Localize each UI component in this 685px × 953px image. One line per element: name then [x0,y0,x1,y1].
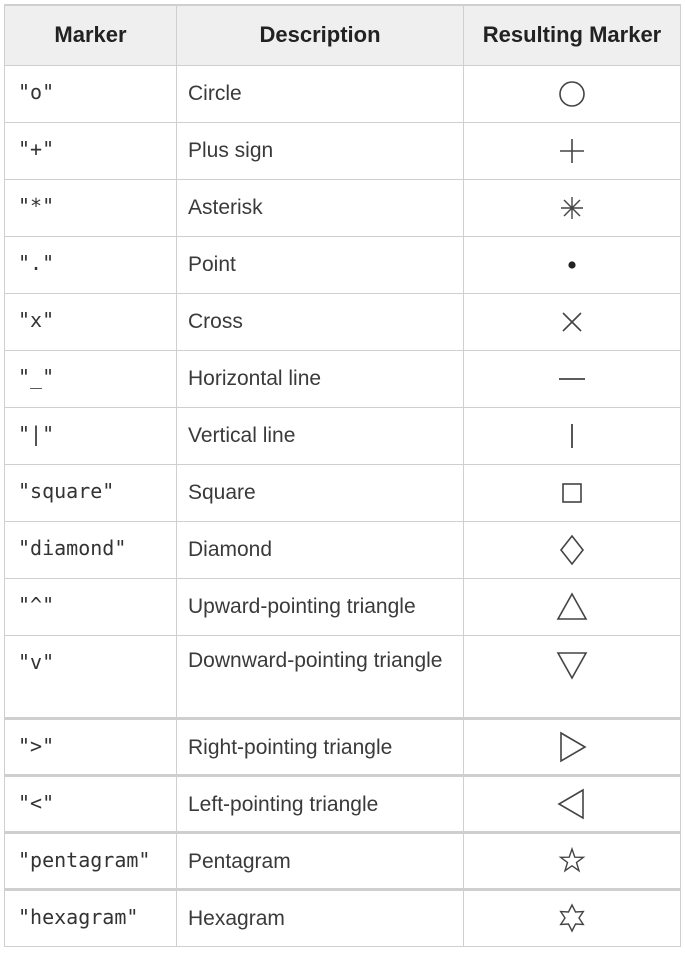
resulting-marker-cell [464,775,681,832]
marker-code: "." [5,236,177,293]
resulting-marker-cell [464,350,681,407]
table-row [5,179,681,236]
marker-description: Circle [177,65,464,122]
marker-description: Left-pointing triangle [177,775,464,832]
marker-description: Horizontal line [177,350,464,407]
marker-description: Diamond [177,522,464,579]
resulting-marker-cell [464,636,681,718]
header-row [5,5,681,65]
marker-description: Downward-pointing triangle [177,636,464,718]
marker-code: "+" [5,122,177,179]
square-icon [555,476,589,510]
marker-description: Right-pointing triangle [177,718,464,775]
marker-description: Pentagram [177,832,464,889]
marker-table [4,4,681,947]
resulting-marker-cell [464,465,681,522]
marker-code: "o" [5,65,177,122]
marker-code: "diamond" [5,522,177,579]
point-icon [555,248,589,282]
marker-code: "_" [5,350,177,407]
table-row [5,465,681,522]
table-row [5,408,681,465]
pentagram-icon [555,844,589,878]
resulting-marker-cell [464,579,681,636]
table-row [5,236,681,293]
table-row [5,579,681,636]
marker-code: "*" [5,179,177,236]
triangle-up-icon [555,590,589,624]
resulting-marker-cell [464,122,681,179]
marker-code: "<" [5,775,177,832]
triangle-down-icon [555,648,589,682]
circle-icon [555,77,589,111]
marker-description: Square [177,465,464,522]
vertical-line-icon [555,419,589,453]
marker-description: Cross [177,293,464,350]
marker-description: Plus sign [177,122,464,179]
resulting-marker-cell [464,718,681,775]
marker-code: "hexagram" [5,889,177,946]
resulting-marker-cell [464,408,681,465]
horizontal-line-icon [555,362,589,396]
table-row [5,522,681,579]
resulting-marker-cell [464,65,681,122]
header-description: Description [177,5,464,65]
resulting-marker-cell [464,179,681,236]
cross-icon [555,305,589,339]
resulting-marker-cell [464,832,681,889]
marker-code: "|" [5,408,177,465]
table-row [5,65,681,122]
asterisk-icon [555,191,589,225]
marker-code: "x" [5,293,177,350]
table-row [5,832,681,889]
table-row [5,122,681,179]
marker-code: "square" [5,465,177,522]
table-row [5,718,681,775]
marker-code: "^" [5,579,177,636]
marker-description: Hexagram [177,889,464,946]
table-row [5,293,681,350]
table-row [5,775,681,832]
triangle-right-icon [555,730,589,764]
triangle-left-icon [555,787,589,821]
marker-code: "pentagram" [5,832,177,889]
marker-description: Asterisk [177,179,464,236]
resulting-marker-cell [464,522,681,579]
diamond-icon [555,533,589,567]
table-row [5,889,681,946]
marker-code: ">" [5,718,177,775]
header-resulting-marker: Resulting Marker [464,5,681,65]
header-marker: Marker [5,5,177,65]
resulting-marker-cell [464,889,681,946]
resulting-marker-cell [464,293,681,350]
marker-code: "v" [5,636,177,718]
plus-icon [555,134,589,168]
table-row [5,350,681,407]
hexagram-icon [555,901,589,935]
resulting-marker-cell [464,236,681,293]
marker-description: Point [177,236,464,293]
marker-description: Vertical line [177,408,464,465]
marker-description: Upward-pointing triangle [177,579,464,636]
table-row [5,636,681,718]
